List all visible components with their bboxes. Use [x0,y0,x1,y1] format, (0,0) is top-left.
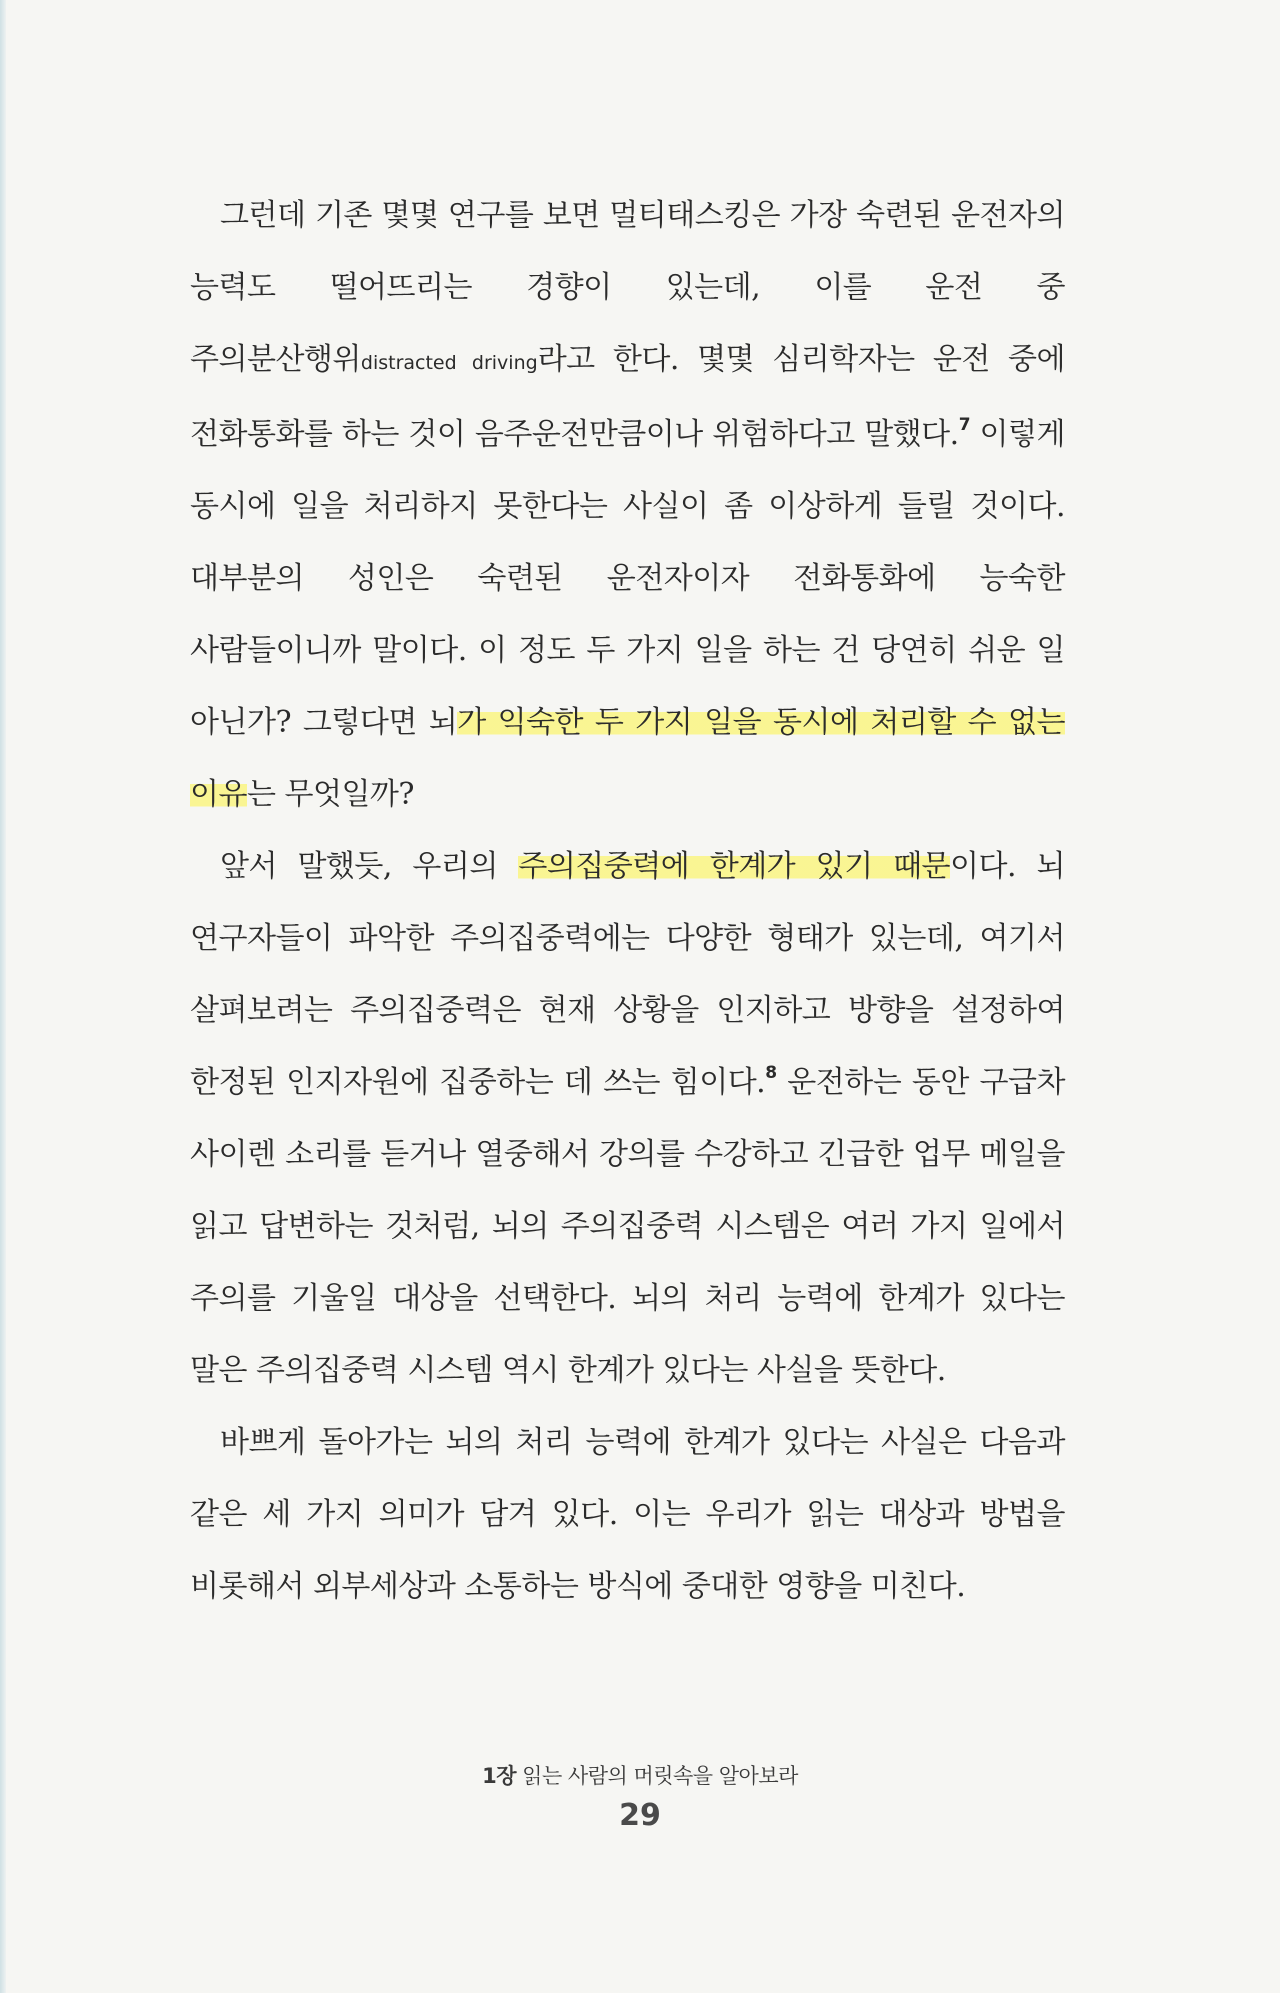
chapter-number: 1장 [482,1764,516,1788]
running-footer [0,1760,1280,1790]
footnote-marker-7: 7 [958,415,971,435]
paragraph-3: 바쁘게 돌아가는 뇌의 처리 능력에 한계가 있다는 사실은 다음과 같은 세 가지 의미가 담겨 있다. 이는 우리가 읽는 대상과 방법을 비롯해서 외부세상과 소통하는 방식에 중대한 영향을 미친다. [190,1425,1065,1604]
paragraph-1-text-d: 는 무엇일까? [246,777,414,812]
paragraph-1-text-c: 이렇게 동시에 일을 처리하지 못한다는 사실이 좀 이상하게 들릴 것이다. 대부분의 성인은 숙련된 운전자이자 전화통화에 능숙한 사람들이니까 말이다. 이 정도 두 가지 일을 하는 건 당연히 쉬운 일 아닌가? 그렇다면 뇌 [190,417,1065,740]
highlighted-text-1: 가 익숙한 두 가지 일을 동시에 처리할 수 없는 이유 [190,705,1065,812]
highlighted-text-2: 주의집중력에 한계가 있기 때문 [518,849,951,884]
page-edge [0,0,6,1993]
chapter-title: 읽는 사람의 머릿속을 알아보라 [515,1764,798,1788]
page-number: 29 [619,1798,661,1833]
footnote-marker-8: 8 [765,1063,777,1083]
paragraph-2-text-a: 앞서 말했듯, 우리의 [220,849,519,884]
paragraph-2-text-b: 이다. 뇌 연구자들이 파악한 주의집중력에는 다양한 형태가 있는데, 여기서 살펴보려는 주의집중력은 현재 상황을 인지하고 방향을 설정하여 한정된 인지자원에 집중하는 데 쓰는 힘이다. [190,849,1066,1100]
english-term: distracted driving [360,352,538,374]
paragraph-1-text-b: 라고 한다. 몇몇 심리학자는 운전 중에 전화통화를 하는 것이 음주운전만큼이나 위험하다고 말했다. [190,342,1066,452]
paragraph-1-text-a: 그런데 기존 몇몇 연구를 보면 멀티태스킹은 가장 숙련된 운전자의 능력도 떨어뜨리는 경향이 있는데, 이를 운전 중 주의분산행위 [190,198,1065,377]
paragraph-2-text-c: 운전하는 동안 구급차 사이렌 소리를 듣거나 열중해서 강의를 수강하고 긴급한 업무 메일을 읽고 답변하는 것처럼, 뇌의 주의집중력 시스템은 여러 가지 일에서 주의를 기울일 대상을 선택한다. 뇌의 처리 능력에 한계가 있다는 말은 주의집중력 시스템 역시 한계가 있다는 사실을 뜻한다. [190,1065,1066,1388]
body-text [190,180,1065,1623]
paragraph-1 [190,180,1065,831]
paragraph-2 [190,831,1065,1407]
